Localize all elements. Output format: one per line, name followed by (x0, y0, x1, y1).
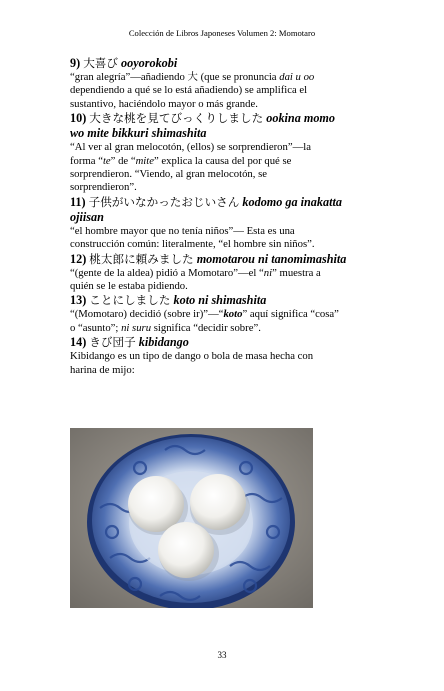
japanese-term: きび団子 (89, 335, 136, 350)
running-header: Colección de Libros Japoneses Volumen 2: Momotaro (128, 28, 316, 38)
entry-heading-cont (70, 210, 400, 225)
romaji-term: wo mite bikkuri shimashita (70, 126, 207, 141)
entry-text-line: dependiendo a qué se lo está añadiendo) se amplifica el (70, 84, 308, 97)
romaji-term: ooyorokobi (121, 56, 178, 70)
entry-heading: 13) ことにしました koto ni shimashita (70, 293, 267, 308)
japanese-term: 大きな桃を見てびっくりしました (89, 111, 264, 126)
entry-heading: 12) 桃太郎に頼みました momotarou ni tanomimashita (70, 251, 347, 266)
entry-12 (70, 252, 400, 294)
japanese-term: 子供がいなかったおじいさん (88, 194, 240, 209)
entry-text-line: “gran alegría”—añadiendo 大 (que se pronuncia dai u oo (70, 71, 315, 83)
entry-heading-cont (70, 126, 400, 141)
page-number: 33 (217, 650, 227, 660)
romaji-term: ookina momo (266, 111, 335, 126)
kibidango-photo (70, 428, 313, 608)
entry-text-line: quién se le estaba pidiendo. (70, 280, 188, 293)
glossary-content (70, 56, 400, 377)
entry-heading: 11) 子供がいなかったおじいさん kodomo ga inakatta (70, 194, 342, 209)
dango-ball (158, 522, 214, 578)
entry-text-line: sustantivo, haciéndolo mayor o más grande. (70, 97, 258, 110)
entry-9 (70, 56, 400, 111)
bowl-illustration (70, 428, 313, 608)
entry-text-line: “(gente de la aldea) pidió a Momotaro”—el “ni” muestra a (70, 266, 321, 279)
romaji-term: kodomo ga inakatta (242, 194, 342, 209)
entry-text-line: Kibidango es un tipo de dango o bola de masa hecha con (70, 350, 314, 363)
dango-ball (128, 476, 184, 532)
romaji-term: ojiisan (70, 209, 104, 224)
romaji-term: koto ni shimashita (173, 293, 267, 308)
entry-text-line: harina de mijo: (70, 363, 135, 376)
japanese-term: 桃太郎に頼みました (89, 251, 194, 266)
entry-13 (70, 293, 400, 335)
japanese-term: ことにしました (89, 293, 171, 308)
entry-text-line: “el hombre mayor que no tenía niños”— Esta es una (70, 224, 295, 237)
entry-text-line: o “asunto”; ni suru significa “decidir sobre”. (70, 321, 261, 334)
entry-text-line: “(Momotaro) decidió (sobre ir)”—“koto” aquí significa “cosa” (70, 308, 339, 321)
romaji-term: kibidango (138, 335, 189, 350)
entry-11 (70, 195, 400, 252)
entry-heading: 9) 大喜び ooyorokobi (70, 56, 178, 70)
entry-text-line: sorprendieron. “Viendo, al gran melocotón, se (70, 168, 268, 181)
entry-14 (70, 335, 400, 377)
entry-text-line: sorprendieron”. (70, 181, 137, 194)
entry-heading: 10) 大きな桃を見てびっくりしました ookina momo (70, 111, 335, 126)
entry-text-line: forma “te” de “mite” explica la causa del por qué se (70, 154, 292, 167)
dango-ball (190, 474, 246, 530)
romaji-term: momotarou ni tanomimashita (196, 251, 347, 266)
entry-heading: 14) きび団子 kibidango (70, 335, 189, 350)
entry-text-line: construcción común: literalmente, “el hombre sin niños”. (70, 238, 315, 251)
entry-10 (70, 111, 400, 195)
japanese-term: 大喜び (83, 56, 118, 70)
entry-text-line: “Al ver al gran melocotón, (ellos) se sorprendieron”—la (70, 141, 311, 154)
